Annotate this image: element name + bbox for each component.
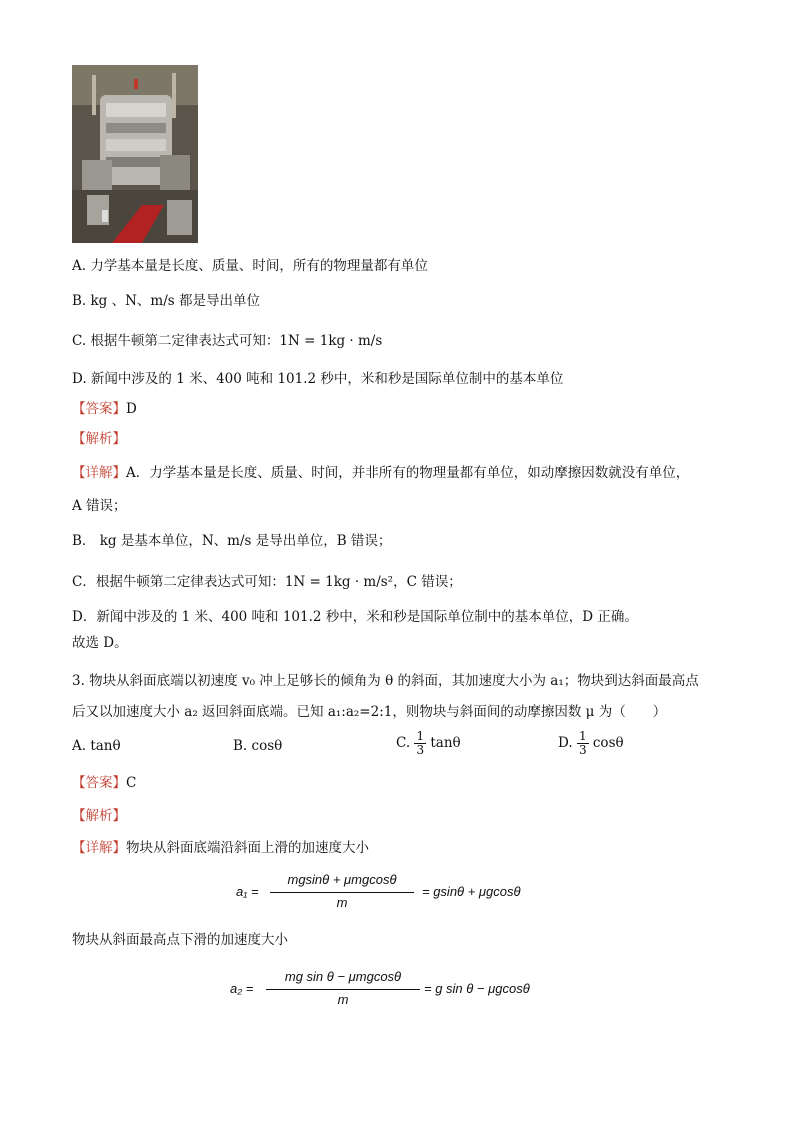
analysis-label: 【解析】 bbox=[72, 431, 126, 447]
q3-option-a: A. tanθ bbox=[72, 738, 121, 754]
detail-text: 物块从斜面底端沿斜面上滑的加速度大小 bbox=[126, 840, 369, 856]
q3-analysis-label bbox=[72, 806, 126, 826]
q3-option-b: B. cosθ bbox=[233, 738, 283, 754]
eq2-numerator: mg sin θ − μmgcosθ bbox=[284, 969, 402, 984]
fraction-numerator: 1 bbox=[416, 729, 425, 743]
q2-detail-line-2: A 错误； bbox=[72, 498, 127, 514]
q3-detail-line bbox=[72, 838, 369, 858]
option-d-prefix: D. bbox=[558, 735, 573, 751]
answer-value: C bbox=[126, 775, 137, 791]
q2-detail-line-4: C．根据牛顿第二定律表达式可知：1N = 1kg · m/s²，C 错误； bbox=[72, 574, 462, 590]
q2-detail-line-3: B． kg 是基本单位，N、m/s 是导出单位，B 错误； bbox=[72, 533, 392, 549]
tokamak-photo bbox=[72, 65, 198, 243]
eq2-denominator: m bbox=[337, 992, 349, 1007]
q2-option-d: D. 新闻中涉及的 1 米、400 吨和 101.2 秒中，米和秒是国际单位制中的基本单位 bbox=[72, 371, 564, 387]
eq1-denominator: m bbox=[336, 895, 348, 910]
q3-answer bbox=[72, 773, 136, 793]
q3-stem-line-1: 3. 物块从斜面底端以初速度 v₀ 冲上足够长的倾角为 θ 的斜面，其加速度大小为 a₁；物块到达斜面最高点 bbox=[72, 673, 699, 689]
answer-value: D bbox=[126, 401, 137, 417]
option-d-fraction bbox=[577, 730, 589, 757]
eq1-fraction-bar bbox=[270, 892, 414, 893]
answer-label: 【答案】 bbox=[72, 401, 126, 417]
fraction-numerator: 1 bbox=[578, 729, 587, 743]
q3-stem-line-2: 后又以加速度大小 a₂ 返回斜面底端。已知 a₁:a₂=2:1，则物块与斜面间的动摩擦因数 μ 为（ ） bbox=[72, 704, 667, 720]
q2-option-a: A. 力学基本量是长度、质量、时间，所有的物理量都有单位 bbox=[72, 258, 428, 274]
detail-text: A．力学基本量是长度、质量、时间，并非所有的物理量都有单位，如动摩擦因数就没有单位， bbox=[126, 465, 690, 481]
q2-answer bbox=[72, 399, 137, 419]
eq1-lhs: a₁ = bbox=[236, 884, 259, 899]
eq2-lhs: a₂ = bbox=[230, 981, 254, 996]
eq1-rhs: = gsinθ + μgcosθ bbox=[422, 884, 521, 899]
fraction-denominator: 3 bbox=[416, 743, 425, 757]
q2-detail-line-5: D．新闻中涉及的 1 米、400 吨和 101.2 秒中，米和秒是国际单位制中的基本单位，D 正确。 bbox=[72, 609, 638, 625]
detail-label: 【详解】 bbox=[72, 465, 126, 481]
option-c-fraction bbox=[414, 730, 426, 757]
q3-option-c bbox=[396, 730, 461, 757]
q3-mid-text: 物块从斜面最高点下滑的加速度大小 bbox=[72, 932, 288, 948]
analysis-label: 【解析】 bbox=[72, 808, 126, 824]
q3-option-d bbox=[558, 730, 624, 757]
q2-conclusion: 故选 D。 bbox=[72, 635, 128, 651]
q2-analysis-label bbox=[72, 429, 126, 449]
q2-option-c: C. 根据牛顿第二定律表达式可知：1N = 1kg · m/s bbox=[72, 333, 383, 349]
q2-option-b: B. kg 、N、m/s 都是导出单位 bbox=[72, 293, 260, 309]
answer-label: 【答案】 bbox=[72, 775, 126, 791]
option-c-prefix: C. bbox=[396, 735, 411, 751]
fraction-denominator: 3 bbox=[578, 743, 587, 757]
option-c-function: tanθ bbox=[430, 735, 461, 751]
detail-label: 【详解】 bbox=[72, 840, 126, 856]
eq2-rhs: = g sin θ − μgcosθ bbox=[424, 981, 530, 996]
option-d-function: cosθ bbox=[592, 735, 624, 751]
eq1-numerator: mgsinθ + μmgcosθ bbox=[287, 872, 397, 887]
tokamak-illustration bbox=[72, 65, 198, 243]
q2-detail-line-1 bbox=[72, 463, 689, 483]
eq2-fraction-bar bbox=[266, 989, 420, 990]
